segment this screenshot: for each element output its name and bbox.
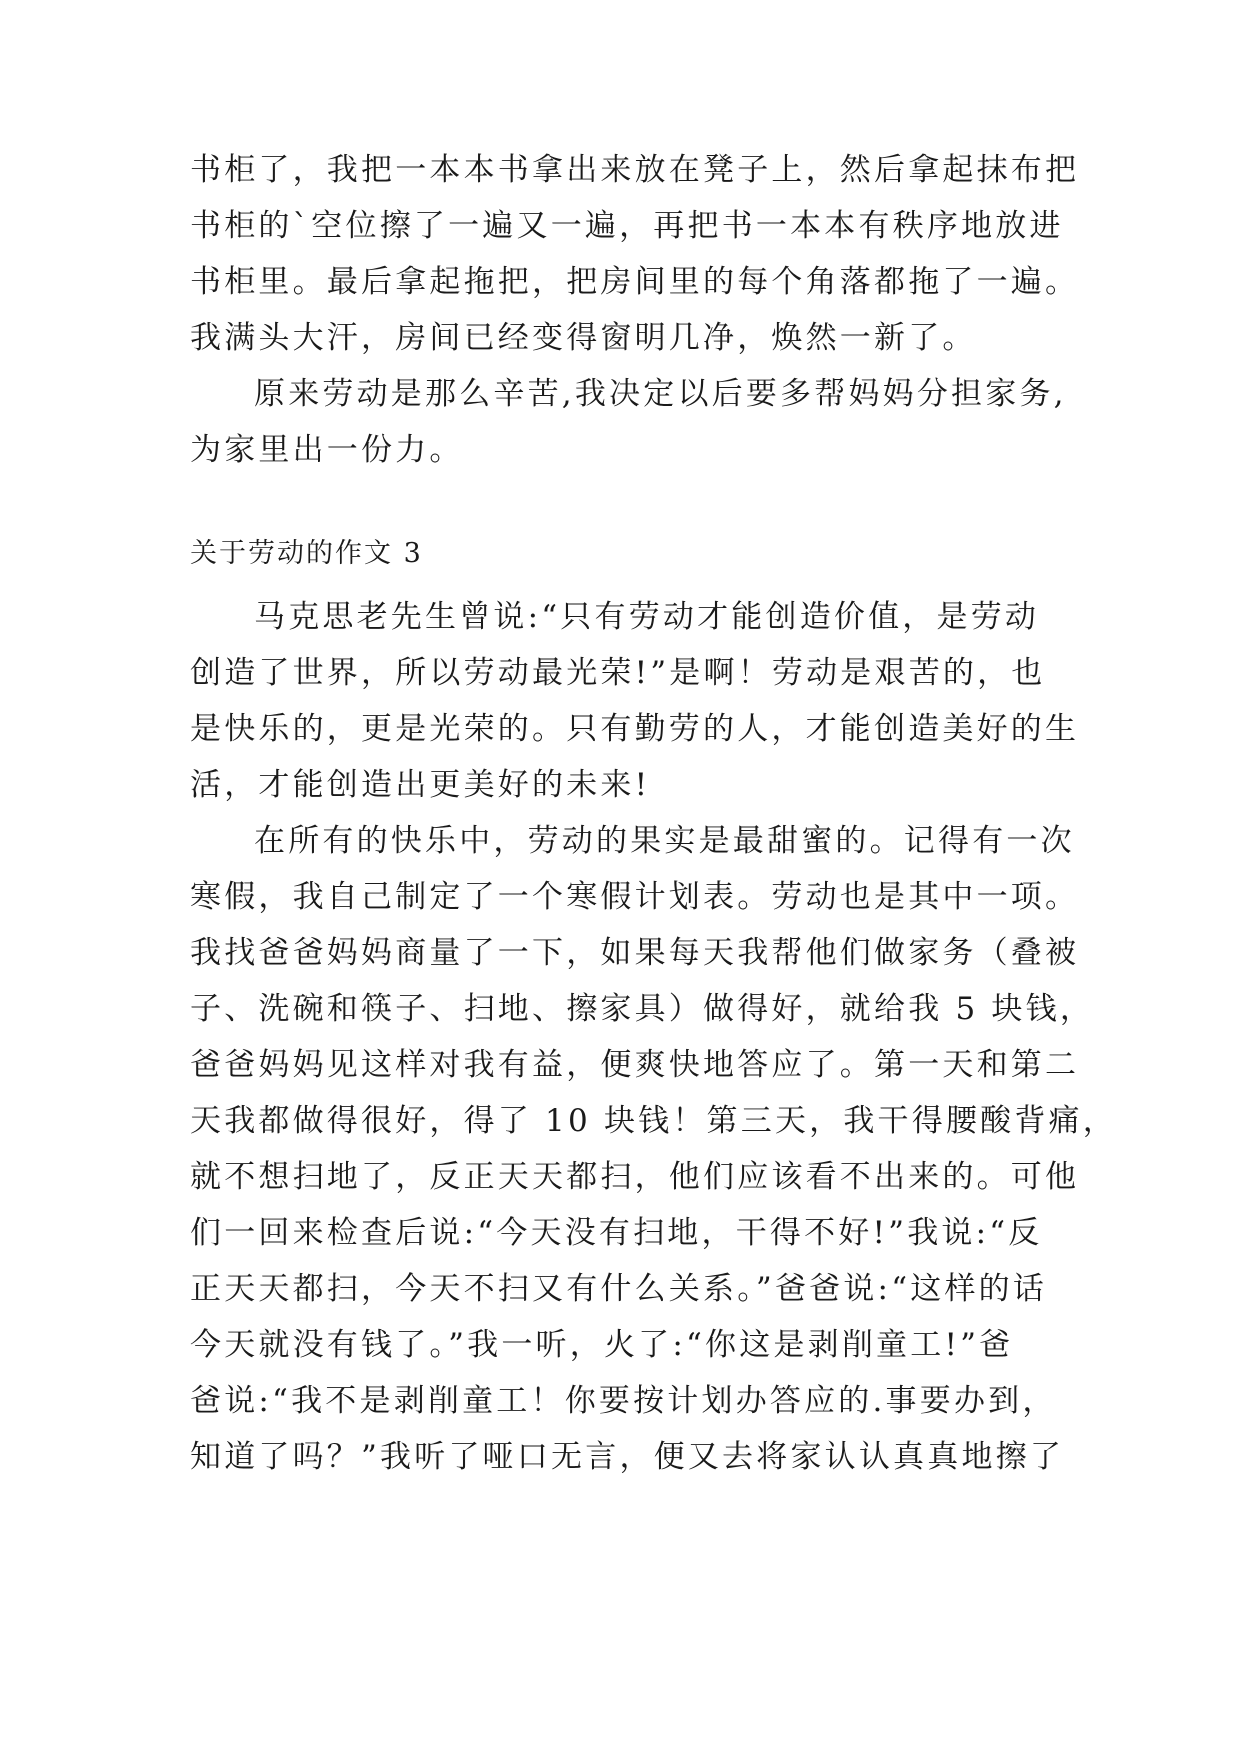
paragraph-line: 书柜的`空位擦了一遍又一遍，再把书一本本有秩序地放进 (190, 208, 1064, 244)
paragraph-line: 子、洗碗和筷子、扫地、擦家具）做得好，就给我 5 块钱， (190, 991, 1095, 1027)
paragraph-line: 我找爸爸妈妈商量了一下，如果每天我帮他们做家务（叠被 (190, 935, 1080, 971)
paragraph-line: 天我都做得很好，得了 10 块钱！第三天，我干得腰酸背痛， (190, 1103, 1117, 1139)
paragraph-line: 马克思老先生曾说:“只有劳动才能创造价值，是劳动 (254, 599, 1040, 635)
paragraph-line: 为家里出一份力。 (190, 432, 464, 468)
paragraph-line: 爸说:“我不是剥削童工！你要按计划办答应的.事要办到， (190, 1383, 1057, 1419)
paragraph-line: 是快乐的，更是光荣的。只有勤劳的人，才能创造美好的生 (190, 711, 1080, 747)
paragraph-line: 们一回来检查后说:“今天没有扫地，干得不好!”我说:“反 (190, 1215, 1043, 1251)
paragraph-line: 正天天都扫，今天不扫又有什么关系。”爸爸说:“这样的话 (190, 1271, 1048, 1307)
paragraph-line: 原来劳动是那么辛苦,我决定以后要多帮妈妈分担家务, (254, 376, 1067, 412)
paragraph-line: 爸爸妈妈见这样对我有益，便爽快地答应了。第一天和第二 (190, 1047, 1080, 1083)
paragraph-line: 在所有的快乐中，劳动的果实是最甜蜜的。记得有一次 (254, 823, 1075, 859)
paragraph-line: 知道了吗？”我听了哑口无言，便又去将家认认真真地擦了 (190, 1439, 1065, 1475)
paragraph-line: 今天就没有钱了。”我一听，火了:“你这是剥削童工!”爸 (190, 1327, 1014, 1363)
paragraph-line: 书柜了，我把一本本书拿出来放在凳子上，然后拿起抹布把 (190, 152, 1080, 188)
paragraph-line: 我满头大汗，房间已经变得窗明几净，焕然一新了。 (190, 320, 977, 356)
paragraph-line: 创造了世界，所以劳动最光荣!”是啊！劳动是艰苦的，也 (190, 655, 1046, 691)
section-heading: 关于劳动的作文 3 (190, 538, 423, 569)
paragraph-line: 活，才能创造出更美好的未来! (190, 767, 651, 803)
paragraph-line: 寒假，我自己制定了一个寒假计划表。劳动也是其中一项。 (190, 879, 1080, 915)
paragraph-line: 就不想扫地了，反正天天都扫，他们应该看不出来的。可他 (190, 1159, 1080, 1195)
paragraph-line: 书柜里。最后拿起拖把，把房间里的每个角落都拖了一遍。 (190, 264, 1080, 300)
